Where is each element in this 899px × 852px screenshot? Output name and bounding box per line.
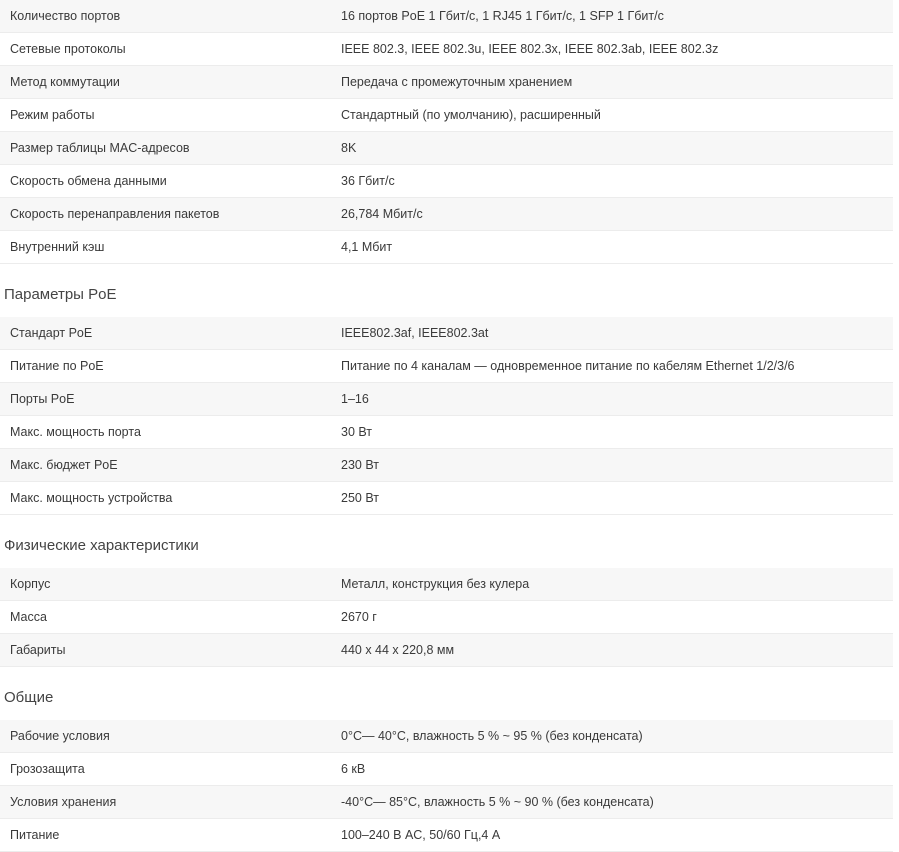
table-row xyxy=(0,317,893,350)
table-row xyxy=(0,416,893,449)
table-row xyxy=(0,165,893,198)
table-row xyxy=(0,819,893,852)
spec-value: 250 Вт xyxy=(333,482,893,515)
spec-value: 1–16 xyxy=(333,383,893,416)
table-row xyxy=(0,753,893,786)
spec-value: 440 x 44 x 220,8 мм xyxy=(333,634,893,667)
spec-value: 2670 г xyxy=(333,601,893,634)
spec-name: Размер таблицы MAC-адресов xyxy=(0,132,333,165)
spec-name: Питание по PoE xyxy=(0,350,333,383)
spec-value: Металл, конструкция без кулера xyxy=(333,568,893,601)
spec-name: Условия хранения xyxy=(0,786,333,819)
spec-name: Макс. мощность порта xyxy=(0,416,333,449)
spec-value: IEEE802.3af, IEEE802.3at xyxy=(333,317,893,350)
spec-name: Макс. мощность устройства xyxy=(0,482,333,515)
section-title: Физические характеристики xyxy=(4,537,199,554)
spec-value: 100–240 В AC, 50/60 Гц,4 A xyxy=(333,819,893,852)
spec-name: Макс. бюджет PoE xyxy=(0,449,333,482)
table-row xyxy=(0,449,893,482)
table-row xyxy=(0,720,893,753)
table-row xyxy=(0,33,893,66)
table-row xyxy=(0,198,893,231)
spec-name: Рабочие условия xyxy=(0,720,333,753)
table-row xyxy=(0,383,893,416)
table-row xyxy=(0,0,893,33)
spec-table xyxy=(0,0,893,264)
spec-value: Передача с промежуточным хранением xyxy=(333,66,893,99)
spec-value: IEEE 802.3, IEEE 802.3u, IEEE 802.3x, IEEE 802.3ab, IEEE 802.3z xyxy=(333,33,893,66)
spec-value: 0°C— 40°C, влажность 5 % ~ 95 % (без конденсата) xyxy=(333,720,893,753)
spec-name: Скорость перенаправления пакетов xyxy=(0,198,333,231)
spec-name: Режим работы xyxy=(0,99,333,132)
spec-value: 30 Вт xyxy=(333,416,893,449)
spec-table xyxy=(0,568,893,667)
table-row xyxy=(0,482,893,515)
spec-name: Корпус xyxy=(0,568,333,601)
table-row xyxy=(0,132,893,165)
spec-value: Питание по 4 каналам — одновременное питание по кабелям Ethernet 1/2/3/6 xyxy=(333,350,893,383)
spec-name: Количество портов xyxy=(0,0,333,33)
table-row xyxy=(0,99,893,132)
spec-name: Питание xyxy=(0,819,333,852)
spec-value: 16 портов PoE 1 Гбит/с, 1 RJ45 1 Гбит/с, 1 SFP 1 Гбит/с xyxy=(333,0,893,33)
table-row xyxy=(0,66,893,99)
section-title: Общие xyxy=(4,689,54,706)
spec-name: Внутренний кэш xyxy=(0,231,333,264)
spec-name: Скорость обмена данными xyxy=(0,165,333,198)
spec-value: 8K xyxy=(333,132,893,165)
spec-name: Сетевые протоколы xyxy=(0,33,333,66)
spec-name: Порты PoE xyxy=(0,383,333,416)
spec-name: Масса xyxy=(0,601,333,634)
spec-value: 230 Вт xyxy=(333,449,893,482)
spec-table xyxy=(0,317,893,515)
table-row xyxy=(0,568,893,601)
table-row xyxy=(0,634,893,667)
spec-value: 36 Гбит/с xyxy=(333,165,893,198)
spec-value: 6 кВ xyxy=(333,753,893,786)
spec-value: -40°C— 85°C, влажность 5 % ~ 90 % (без конденсата) xyxy=(333,786,893,819)
spec-table xyxy=(0,720,893,852)
spec-name: Метод коммутации xyxy=(0,66,333,99)
table-row xyxy=(0,231,893,264)
spec-value: 26,784 Мбит/с xyxy=(333,198,893,231)
section-title: Параметры PoE xyxy=(4,286,117,303)
spec-name: Грозозащита xyxy=(0,753,333,786)
table-row xyxy=(0,786,893,819)
spec-name: Стандарт PoE xyxy=(0,317,333,350)
spec-name: Габариты xyxy=(0,634,333,667)
table-row xyxy=(0,601,893,634)
spec-value: 4,1 Мбит xyxy=(333,231,893,264)
table-row xyxy=(0,350,893,383)
spec-value: Стандартный (по умолчанию), расширенный xyxy=(333,99,893,132)
